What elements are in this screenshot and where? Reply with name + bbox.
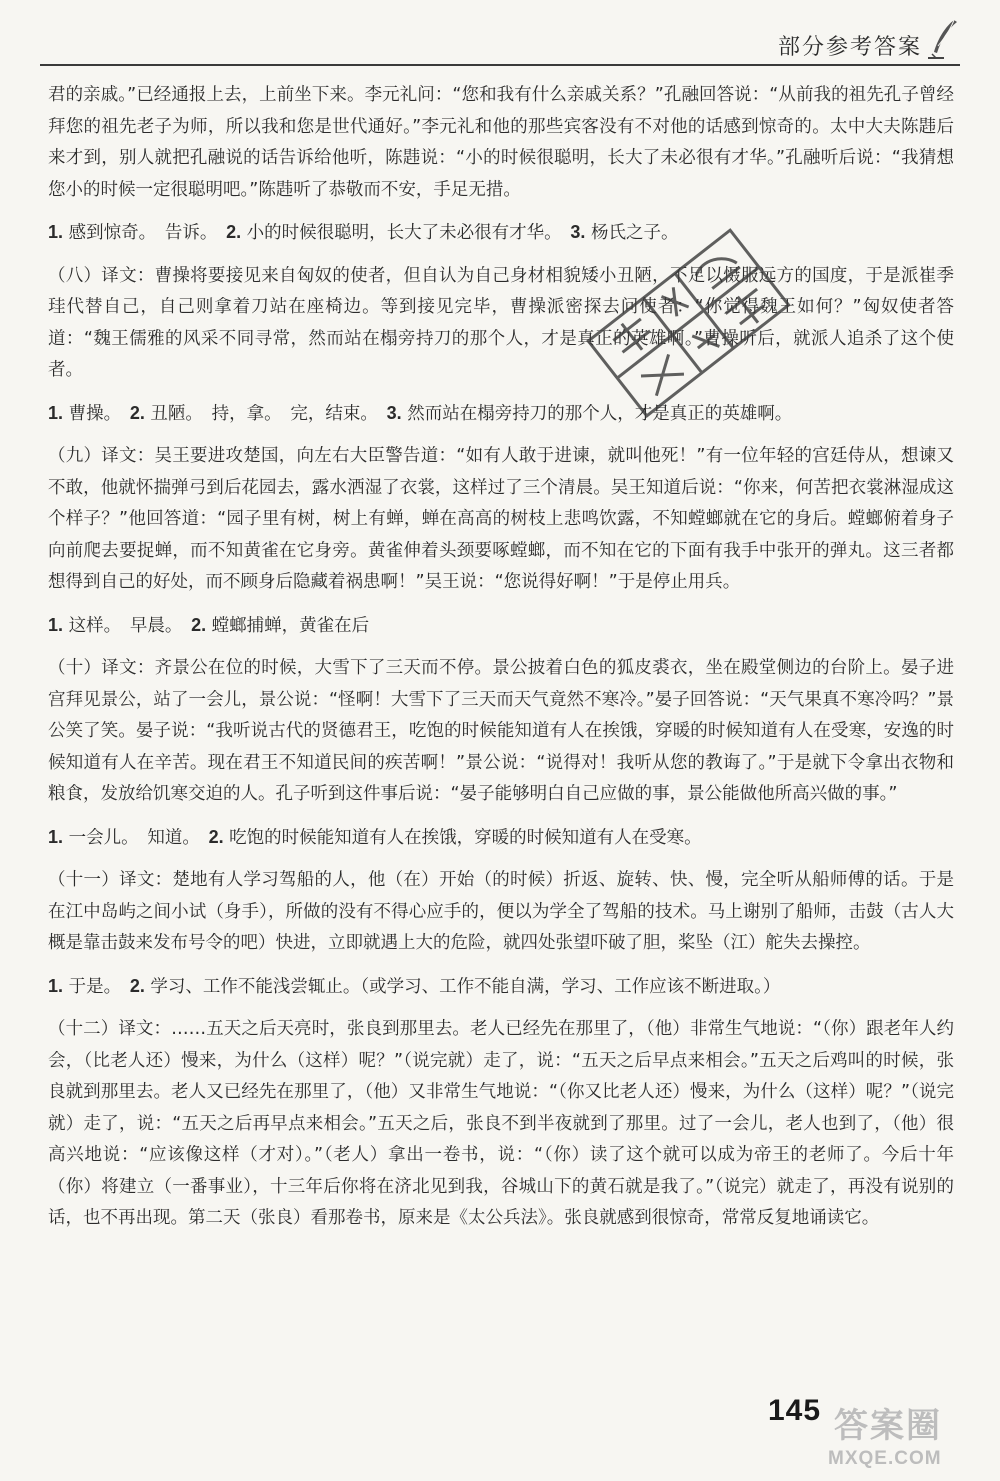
q-num: 2. bbox=[226, 222, 242, 242]
answer-text: 于是。 bbox=[63, 976, 130, 997]
q-num: 2. bbox=[129, 402, 145, 423]
answer-text: 杨氏之子。 bbox=[585, 223, 679, 243]
answer-text: 曹操。 bbox=[63, 403, 130, 424]
q-num: 3. bbox=[386, 402, 402, 423]
q-num: 2. bbox=[191, 614, 207, 635]
q-num: 1. bbox=[48, 826, 64, 847]
answer-text: 学习、工作不能浅尝辄止。（或学习、工作不能自满，学习、工作应该不断进取。） bbox=[144, 976, 781, 997]
answer-text: 丑陋。 持，拿。 完，结束。 bbox=[144, 403, 387, 424]
q-num: 1. bbox=[48, 975, 64, 996]
answer-line-10 bbox=[48, 822, 954, 855]
answer-line-9 bbox=[48, 610, 954, 643]
watermark-url: MXQE.COM bbox=[828, 1448, 942, 1469]
answer-line-8 bbox=[48, 398, 954, 431]
watermark-text: 答案圈 bbox=[834, 1406, 942, 1446]
q-num: 3. bbox=[570, 222, 586, 242]
paragraph-10: （十）译文：齐景公在位的时候，大雪下了三天而不停。景公披着白色的狐皮裘衣，坐在殿堂侧边的台阶上。晏子进宫拜见景公，站了一会儿，景公说：“怪啊！大雪下了三天而天气竟然不寒冷。”晏子回答说：“天气果真不寒冷吗？”景公笑了笑。晏子说：“我听说古代的贤德君王，吃饱的时候能知道有人在挨饿，穿暖的时候知道有人在受寒，安逸的时候知道有人在辛苦。现在君王不知道民间的疾苦啊！”景公说：“说得对！我听从您的教诲了。”于是就下令拿出衣物和粮食，发放给饥寒交迫的人。孔子听到这件事后说：“晏子能够明白自己应做的事，景公能做他所高兴做的事。” bbox=[48, 658, 954, 804]
answer-text: 吃饱的时候能知道有人在挨饿，穿暖的时候知道有人在受寒。 bbox=[223, 827, 702, 848]
answer-text: 感到惊奇。 告诉。 bbox=[63, 223, 227, 243]
page-number: 145 bbox=[768, 1394, 822, 1427]
answer-content bbox=[48, 80, 954, 1246]
q-num: 2. bbox=[129, 975, 145, 996]
paragraph-intro: 君的亲戚。”已经通报上去，上前坐下来。李元礼问：“您和我有什么亲戚关系？”孔融回答说：“从前我的祖先孔子曾经拜您的祖先老子为师，所以我和您是世代通好。”李元礼和他的那些宾客没有不对他的话感到惊奇的。太中大夫陈韪后来才到，别人就把孔融说的话告诉给他听，陈韪说：“小的时候很聪明，长大了未必很有才华。”孔融听后说：“我猜想您小的时候一定很聪明吧。”陈韪听了恭敬而不安，手足无措。 bbox=[48, 85, 954, 200]
paragraph-8: （八）译文：曹操将要接见来自匈奴的使者，但自认为自己身材相貌矮小丑陋，不足以慑服远方的国度，于是派崔季珪代替自己，自己则拿着刀站在座椅边。等到接见完毕，曹操派密探去问使者：“你觉得魏王如何？”匈奴使者答道：“魏王儒雅的风采不同寻常，然而站在榻旁持刀的那个人，才是真正的英雄啊。”曹操听后，就派人追杀了这个使者。 bbox=[48, 265, 954, 380]
q-num: 2. bbox=[208, 826, 224, 847]
answer-text: 螳螂捕蝉，黄雀在后 bbox=[206, 615, 370, 636]
quill-icon bbox=[924, 18, 960, 62]
answer-text: 一会儿。 知道。 bbox=[63, 827, 209, 848]
answer-line-11 bbox=[48, 971, 954, 1004]
answer-line-7 bbox=[48, 217, 954, 250]
paragraph-12: （十二）译文：……五天之后天亮时，张良到那里去。老人已经先在那里了，（他）非常生气地说：“（你）跟老年人约会，（比老人还）慢来，为什么（这样）呢？”（说完就）走了，说：“五天之后早点来相会。”五天之后鸡叫的时候，张良就到那里去。老人又已经先在那里了，（他）又非常生气地说：“（你又比老人还）慢来，为什么（这样）呢？”（说完就）走了，说：“五天之后再早点来相会。”五天之后，张良不到半夜就到了那里。过了一会儿，老人也到了，（他）很高兴地说：“应该像这样（才对）。”（老人）拿出一卷书，说：“（你）读了这个就可以成为帝王的老师了。今后十年（你）将建立（一番事业），十三年后你将在济北见到我，谷城山下的黄石就是我了。”（说完）就走了，再没有说别的话，也不再出现。第二天（张良）看那卷书，原来是《太公兵法》。张良就感到很惊奇，常常反复地诵读它。 bbox=[48, 1019, 954, 1228]
q-num: 1. bbox=[48, 614, 64, 635]
header-divider bbox=[40, 64, 960, 66]
page-header bbox=[0, 0, 1000, 78]
section-title: 部分参考答案 bbox=[777, 35, 922, 60]
paragraph-11: （十一）译文：楚地有人学习驾船的人，他（在）开始（的时候）折返、旋转、快、慢，完全听从船师傅的话。于是在江中岛屿之间小试（身手），所做的没有不得心应手的，便以为学全了驾船的技术。马上谢别了船师，击鼓（古人大概是靠击鼓来发布号令的吧）快进，立即就遇上大的危险，就四处张望吓破了胆，桨坠（江）舵失去操控。 bbox=[48, 870, 954, 953]
watermark-logo bbox=[822, 1398, 972, 1476]
answer-text: 小的时候很聪明，长大了未必很有才华。 bbox=[241, 223, 571, 243]
q-num: 1. bbox=[48, 402, 64, 423]
answer-text: 然而站在榻旁持刀的那个人，才是真正的英雄啊。 bbox=[401, 403, 793, 424]
answer-text: 这样。 早晨。 bbox=[63, 615, 192, 636]
q-num: 1. bbox=[48, 222, 64, 242]
paragraph-9: （九）译文：吴王要进攻楚国，向左右大臣警告道：“如有人敢于进谏，就叫他死！”有一位年轻的宫廷侍从，想谏又不敢，他就怀揣弹弓到后花园去，露水洒湿了衣裳，这样过了三个清晨。吴王知道后说：“你来，何苦把衣裳淋湿成这个样子？”他回答道：“园子里有树，树上有蝉，蝉在高高的树枝上悲鸣饮露，不知螳螂就在它的身后。螳螂俯着身子向前爬去要捉蝉，而不知黄雀在它身旁。黄雀伸着头颈要啄螳螂，而不知在它的下面有我手中张开的弹丸。这三者都想得到自己的好处，而不顾身后隐藏着祸患啊！”吴王说：“您说得好啊！”于是停止用兵。 bbox=[48, 446, 954, 592]
